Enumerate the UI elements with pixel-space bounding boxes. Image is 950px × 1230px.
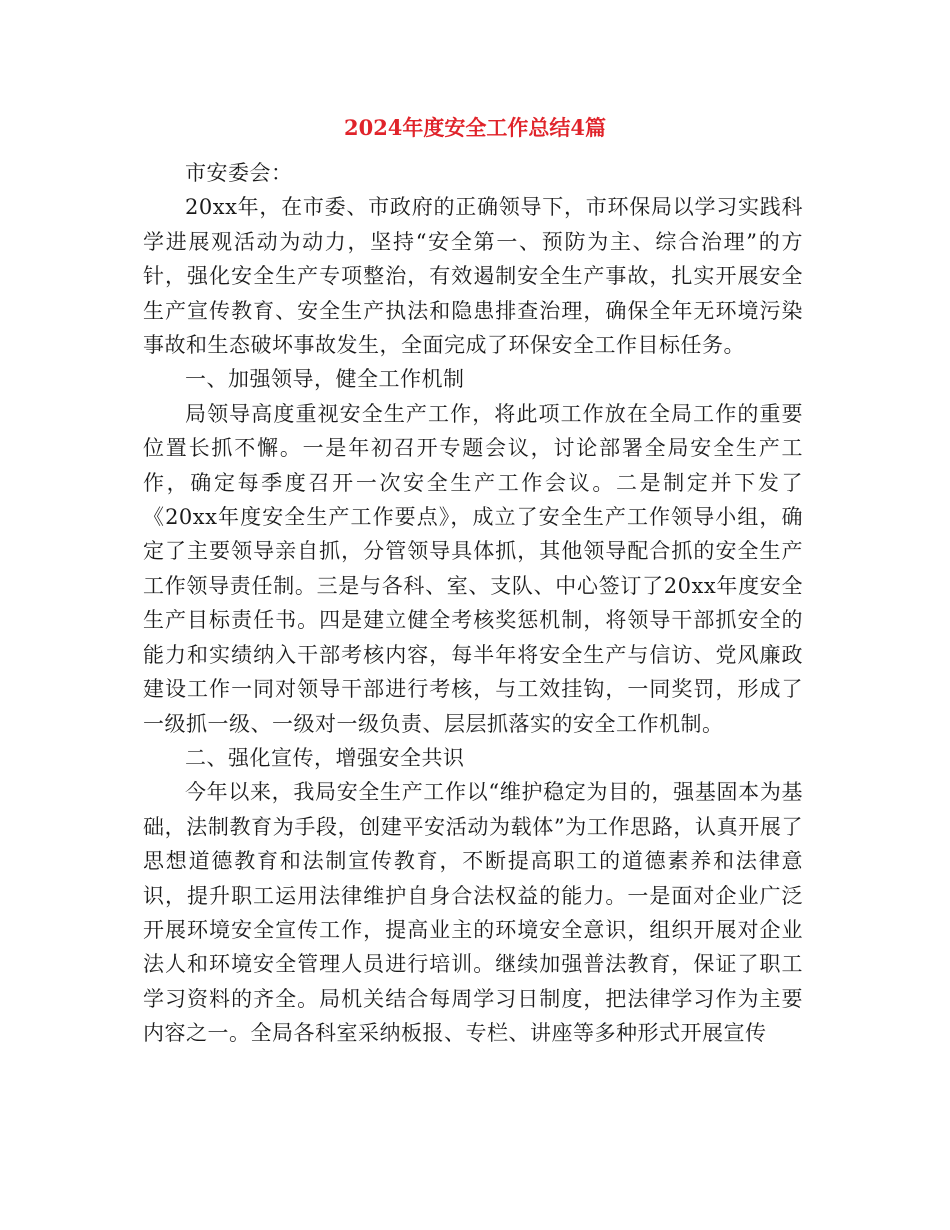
section-heading-2: 二、强化宣传，增强安全共识 (185, 745, 465, 770)
document-body (143, 156, 803, 1051)
document-title: 2024年度安全工作总结4篇 (343, 115, 607, 140)
section-2-paragraph: 今年以来，我局安全生产工作以“维护稳定为目的，强基固本为基础，法制教育为手段，创建平安活动为载体”为工作思路，认真开展了思想道德教育和法制宣传教育，不断提高职工的道德素养和法律意识，提升职工运用法律维护自身合法权益的能力。一是面对企业广泛开展环境安全宣传工作，提高业主的环境安全意识，组织开展对企业法人和环境安全管理人员进行培训。继续加强普法教育，保证了职工学习资料的齐全。局机关结合每周学习日制度，把法律学习作为主要内容之一。全局各科室采纳板报、专栏、讲座等多种形式开展宣传 (143, 780, 803, 1046)
intro-paragraph: 20xx年，在市委、市政府的正确领导下，市环保局以学习实践科学进展观活动为动力，坚持“安全第一、预防为主、综合治理”的方针，强化安全生产专项整治，有效遏制安全生产事故，扎实开展安全生产宣传教育、安全生产执法和隐患排查治理，确保全年无环境污染事故和生态破坏事故发生，全面完成了环保安全工作目标任务。 (143, 195, 803, 358)
section-heading-1: 一、加强领导，健全工作机制 (185, 367, 465, 392)
section-1-paragraph: 局领导高度重视安全生产工作，将此项工作放在全局工作的重要位置长抓不懈。一是年初召开专题会议，讨论部署全局安全生产工作，确定每季度召开一次安全生产工作会议。二是制定并下发了《20xx年度安全生产工作要点》，成立了安全生产工作领导小组，确定了主要领导亲自抓，分管领导具体抓，其他领导配合抓的安全生产工作领导责任制。三是与各科、室、支队、中心签订了20xx年度安全生产目标责任书。四是建立健全考核奖惩机制，将领导干部抓安全的能力和实绩纳入干部考核内容，每半年将安全生产与信访、党风廉政建设工作一同对领导干部进行考核，与工效挂钩，一同奖罚，形成了一级抓一级、一级对一级负责、层层抓落实的安全工作机制。 (143, 401, 803, 736)
salutation: 市安委会： (185, 161, 293, 185)
